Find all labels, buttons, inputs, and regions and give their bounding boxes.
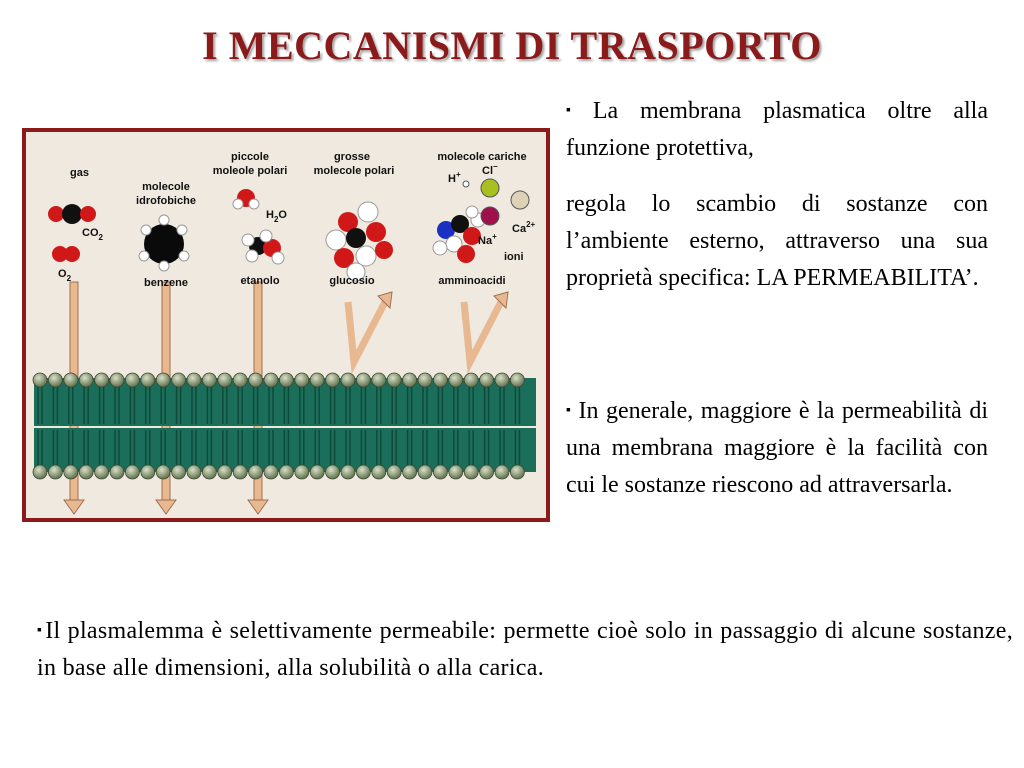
phospholipid-head <box>79 465 93 479</box>
phospholipid-head <box>433 465 447 479</box>
phospholipid-head <box>249 373 263 387</box>
bullet-marker: ▪ <box>566 403 573 418</box>
label-o2: $O_2$ <box>58 268 72 283</box>
phospholipid-head <box>403 373 417 387</box>
label-na: Na+ <box>478 232 497 247</box>
phospholipid-head <box>387 465 401 479</box>
label-hplus: H+ <box>448 170 461 185</box>
label-charged: molecole cariche <box>437 151 527 163</box>
arrow-charged-blocked <box>464 292 508 362</box>
phospholipid-head <box>156 373 170 387</box>
phospholipid-head <box>48 373 62 387</box>
phospholipid-head <box>125 465 139 479</box>
phospholipid-head <box>295 373 309 387</box>
phospholipid-head <box>480 465 494 479</box>
phospholipid-head <box>341 465 355 479</box>
phospholipid-head <box>510 465 524 479</box>
phospholipid-head <box>387 373 401 387</box>
phospholipid-head <box>172 465 186 479</box>
phospholipid-head <box>449 465 463 479</box>
ethanol-molecule <box>242 230 284 264</box>
bullet-marker: ▪ <box>566 103 587 118</box>
bullet-marker: ▪ <box>37 623 44 638</box>
label-amino: amminoacidi <box>438 275 506 287</box>
phospholipid-head <box>510 373 524 387</box>
phospholipid-head <box>279 373 293 387</box>
phospholipid-head <box>356 373 370 387</box>
phospholipid-head <box>279 465 293 479</box>
phospholipid-head <box>326 373 340 387</box>
label-ca: $Ca^{2+}$ <box>512 220 536 235</box>
phospholipid-head <box>433 373 447 387</box>
phospholipid-head <box>449 373 463 387</box>
phospholipid-head <box>372 373 386 387</box>
phospholipid-head <box>218 373 232 387</box>
phospholipid-head <box>495 465 509 479</box>
membrane-diagram <box>26 132 546 518</box>
label-ions: ioni <box>504 251 524 263</box>
phospholipid-head <box>110 373 124 387</box>
slide-title: I MECCANISMI DI TRASPORTO <box>202 23 822 68</box>
paragraph-membrane-function: ▪ La membrana plasmatica oltre alla funzione protettiva, <box>566 98 989 161</box>
label-small-polar-2: moleole polari <box>212 165 288 177</box>
paragraph-permeability-general: ▪ In generale, maggiore è la permeabilità di una membrana maggiore è la facilità con cui le sostanze riescono ad attraversarla. <box>566 398 989 498</box>
paragraph-permeability: regola lo scambio di sostanze con l’ambiente esterno, attraverso una sua proprietà specifica: LA PERMEABILITA’. <box>566 191 988 291</box>
phospholipid-head <box>403 465 417 479</box>
phospholipid-head <box>418 373 432 387</box>
label-hydrophobic-1: molecole <box>142 181 190 193</box>
label-co2: $CO_2$ <box>82 227 103 242</box>
label-h2o: $H_2O$ <box>266 209 287 224</box>
phospholipid-head <box>187 373 201 387</box>
label-benzene: benzene <box>143 277 189 289</box>
phospholipid-head <box>418 465 432 479</box>
lipid-bilayer <box>33 373 536 479</box>
phospholipid-head <box>33 465 47 479</box>
phospholipid-head <box>202 373 216 387</box>
phospholipid-head <box>249 465 263 479</box>
label-large-polar-2: molecole polari <box>313 165 395 177</box>
label-large-polar-1: grosse <box>333 151 371 163</box>
label-small-polar-1: piccole <box>231 151 269 163</box>
label-glucose: glucosio <box>329 275 375 287</box>
phospholipid-head <box>218 465 232 479</box>
arrow-glucose-blocked <box>348 292 392 362</box>
phospholipid-head <box>95 373 109 387</box>
phospholipid-head <box>464 465 478 479</box>
phospholipid-head <box>64 465 78 479</box>
phospholipid-head <box>326 465 340 479</box>
phospholipid-head <box>233 373 247 387</box>
phospholipid-head <box>356 465 370 479</box>
phospholipid-head <box>372 465 386 479</box>
label-ethanol: etanolo <box>240 275 280 287</box>
paragraph-plasmalemma: ▪Il plasmalemma è selettivamente permeabile: permette cioè solo in passaggio di alcune sostanze, in base alle dimensioni, alla solubilità o alla carica. <box>37 618 1013 681</box>
phospholipid-head <box>64 373 78 387</box>
phospholipid-head <box>95 465 109 479</box>
label-hydrophobic-2: idrofobiche <box>136 195 196 207</box>
glucose-molecule <box>326 202 393 281</box>
phospholipid-head <box>264 465 278 479</box>
label-gas: gas <box>70 167 89 179</box>
water-molecule <box>233 189 259 209</box>
phospholipid-head <box>141 373 155 387</box>
co2-molecule <box>48 204 96 224</box>
label-cl: Cl− <box>482 162 498 177</box>
phospholipid-head <box>310 465 324 479</box>
benzene-molecule <box>139 215 189 271</box>
phospholipid-head <box>48 465 62 479</box>
phospholipid-head <box>310 373 324 387</box>
phospholipid-head <box>464 373 478 387</box>
phospholipid-head <box>480 373 494 387</box>
phospholipid-head <box>187 465 201 479</box>
membrane-permeability-figure <box>22 128 550 522</box>
phospholipid-head <box>125 373 139 387</box>
phospholipid-head <box>172 373 186 387</box>
phospholipid-head <box>110 465 124 479</box>
o2-molecule <box>52 246 80 262</box>
phospholipid-head <box>79 373 93 387</box>
phospholipid-head <box>156 465 170 479</box>
phospholipid-head <box>233 465 247 479</box>
phospholipid-head <box>295 465 309 479</box>
phospholipid-head <box>202 465 216 479</box>
phospholipid-head <box>495 373 509 387</box>
phospholipid-head <box>341 373 355 387</box>
phospholipid-head <box>141 465 155 479</box>
phospholipid-head <box>264 373 278 387</box>
phospholipid-head <box>33 373 47 387</box>
